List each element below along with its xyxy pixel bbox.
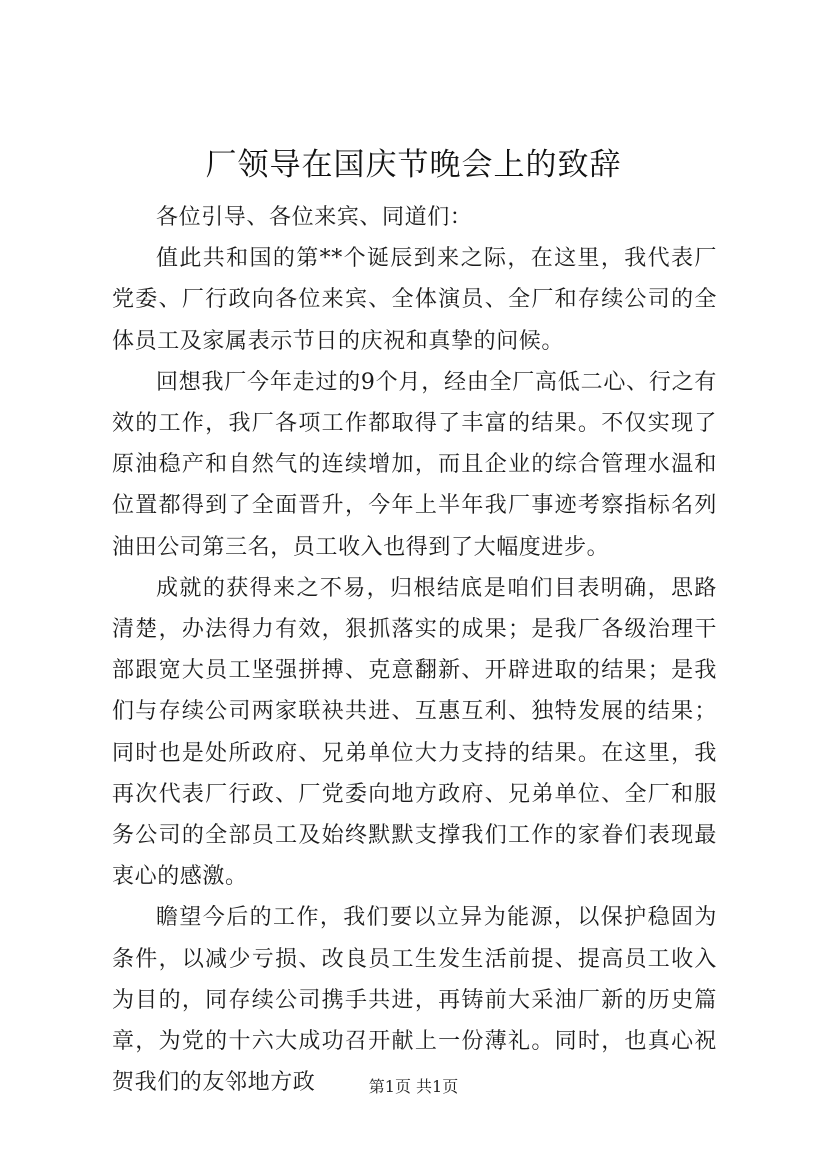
- body-paragraph: 瞻望今后的工作，我们要以立异为能源，以保护稳固为条件，以减少亏损、改良员工生发生活前提、提高员工收入为目的，同存续公司携手共进，再铸前大采油厂新的历史篇章，为党的十六大成功召开献上一份薄礼。同时，也真心祝贺我们的友邻地方政: [112, 905, 717, 1096]
- body-paragraph: 成就的获得来之不易，归根结底是咱们目表明确，思路清楚，办法得力有效，狠抓落实的成果；是我厂各级治理干部跟宽大员工坚强拼搏、克意翻新、开辟进取的结果；是我们与存续公司两家联袂共进、互惠互利、独特发展的结果；同时也是处所政府、兄弟单位大力支持的结果。在这里，我再次代表厂行政、厂党委向地方政府、兄弟单位、全厂和服务公司的全部员工及始终默默支撑我们工作的家眷们表现最衷心的感激。: [112, 575, 717, 890]
- document-title: 厂领导在国庆节晚会上的致辞: [205, 147, 622, 183]
- body-paragraph: 回想我厂今年走过的9个月，经由全厂高低二心、行之有效的工作，我厂各项工作都取得了丰富的结果。不仅实现了原油稳产和自然气的连续增加，而且企业的综合管理水温和位置都得到了全面晋升，今年上半年我厂事迹考察指标名列油田公司第三名，员工收入也得到了大幅度进步。: [112, 369, 717, 560]
- body-paragraph: 值此共和国的第**个诞辰到来之际，在这里，我代表厂党委、厂行政向各位来宾、全体演员、全厂和存续公司的全体员工及家属表示节日的庆祝和真挚的问候。: [112, 246, 717, 354]
- page-number-footer: 第1页 共1页: [368, 1077, 459, 1096]
- salutation-paragraph: 各位引导、各位来宾、同道们：: [156, 205, 473, 230]
- document-body: [112, 197, 717, 1103]
